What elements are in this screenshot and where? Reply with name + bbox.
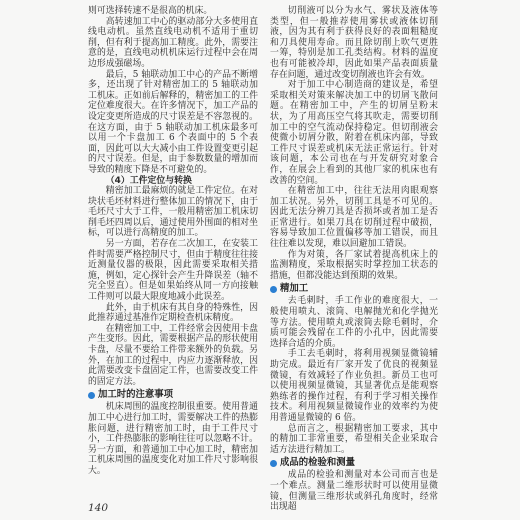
paragraph-linear-motor: 高转速加工中心的驱动部分大多使用直线电动机。虽然直线电动机不适用于重切削，但有利于提高加工精度。此外，需要注意的是，直线电动机机床运行过程中会在周边形成强磁场。 [88,16,258,69]
paragraph-measurement: 成品的检验和测量对本公司而言也是一个难点。测量二维形状时可以使用显微镜，但测量三维形状或斜孔角度时，经常出现超 [270,470,438,513]
left-column [88,6,258,477]
section-heading-finishing [270,283,438,295]
paragraph-five-axis: 最后，5 轴联动加工中心的产品不断增多，还出现了针对精密加工的 5 轴联动加工机床。正如前后解释的，精密加工的工件定位难度很大。在许多情况下，加工产品的设定变更所造成的尺寸误差是不容忽视的。在这方面，由于 5 轴联动加工机床最多可以用一个卡盘加工 6 个表面中的 5 个表面，因此可以大大减小由工件设置变更引起的尺寸误差。但是，由于参数数量的增加而导致的精度下降是不可避免的。 [88,69,258,175]
page-number: 140 [88,502,109,514]
section-heading-inspection [270,457,438,469]
paragraph-secondary-machining: 另一方面，若存在二次加工，在安装工件时需要严格控制尺寸，但由于精度往往接近测量仪器的极限，因此需要采取相关措施，例如，定心探针会产生升降误差（轴不完全竖直）。但是如果始终从同一方向接触工件则可以最大限度地减小此误差。 [88,239,258,303]
bullet-icon [88,392,95,399]
paragraph-calibration: 此外，由于机床有其自身的特殊性，因此推荐通过基准作定期检查机床精度。 [88,302,258,324]
paragraph-positioning: 精密加工最麻烦的就是工件定位。在对块状毛坯材料进行整体加工的情况下，由于毛坯尺寸大于工件，一般用精密加工机床切削毛坯四周以后，通过使用外围面的相对坐标，可以进行高精度的加工。 [88,186,258,239]
section-heading-text: 加工时的注意事项 [98,389,174,401]
paragraph-temperature: 机床周围的温度控制很重要。使用普通加工中心进行加工时，需要解决工件的热膨胀问题，进行精密加工时，由于工件尺寸小，工件热膨胀的影响往往可以忽略不计。另一方面，和普通加工中心加工时，精密加工机床周围的温度变化对加工件尺寸影响很大。 [88,402,258,476]
paragraph-chuck: 在精密加工中，工件经常会因使用卡盘产生变形。因此，需要根据产品的形状使用卡盘，尽量不要给工件带来额外的负载。另外，在加工的过程中，内应力逐渐释放，因此需要改变卡盘固定工件，也需要改变工件的固定方法。 [88,323,258,387]
paragraph-countermeasure: 作为对策，各厂家试着提高机床上的监测精度，采取根据实时掌控加工状态的措施，但都没能达到预期的效果。 [270,249,438,281]
section-heading-text: 成品的检验和测量 [280,457,356,469]
bullet-icon [270,460,277,467]
section-heading-notes [88,389,258,401]
section-heading-text: 精加工 [280,283,309,295]
paragraph-deburring: 去毛刺时，手工作业的难度很大，一般使用喷丸、滚筒、电解抛光和化学抛光等方法。使用喷丸或滚筒去除毛刺时，介质可能会残留在工件的小孔中，因此需要选择合适的介质。 [270,296,438,349]
paragraph-visibility: 在精密加工中，往往无法用肉眼观察加工状况。另外，切削工具是不可见的。因此无法分辨刀具是否损坏或者加工是否正常进行。如果刀具在切削过程中破损，容易导致加工位置偏移等加工错误，而且往往难以发现，难以回避加工错误。 [270,186,438,250]
paragraph-microscope: 手工去毛刺时，将利用视频显微镜辅助完成。最近有厂家开发了优良的视频显微镜，有效减轻了作业负担。新员工也可以使用视频显微镜，其显著优点是能观察熟练者的操作过程，有利于学习相关操作技术。利用视频显微镜作业的效率约为使用普通显微镜的 6 倍。 [270,349,438,423]
paragraph-coolant: 切削液可以分为水气、雾状及液体等类型，但一般推荐使用雾状或液体切削液，因为其有利于获得良好的表面粗糙度和刀具使用寿命。而且除切削上吹气更胜一筹，特别是加工孔类结构。材料的温度也有可能被冷却，因此如果产品表面质量存在问题，通过改变切削液也许会有效。 [270,6,438,80]
bullet-icon [270,286,277,293]
right-column [270,6,438,513]
paragraph-summary: 总而言之，根据精密加工要求，其中的精加工非常重要，希望相关企业采取合适方法进行精加工。 [270,423,438,455]
paragraph-chips: 对于加工中心制造商的建议是，希望采取相关对策来解决加工中的切屑飞散问题。在精密加工中，产生的切屑呈粉末状，为了用高压空气将其吹走，需要切削加工中的空气流动保持稳定。但切削液会使微小切屑分散，附着在机床内部，导致工件尺寸误差或机床无法正常运行。针对该问题，本公司也在与开发研究对象合作，在展会上看到的其他厂家的机床也有改善的空间。 [270,80,438,186]
paragraph-continuation: 则可选择转速不是很高的机床。 [88,6,213,16]
subheading-workpiece-positioning: （4）工件定位与转换 [105,175,192,186]
